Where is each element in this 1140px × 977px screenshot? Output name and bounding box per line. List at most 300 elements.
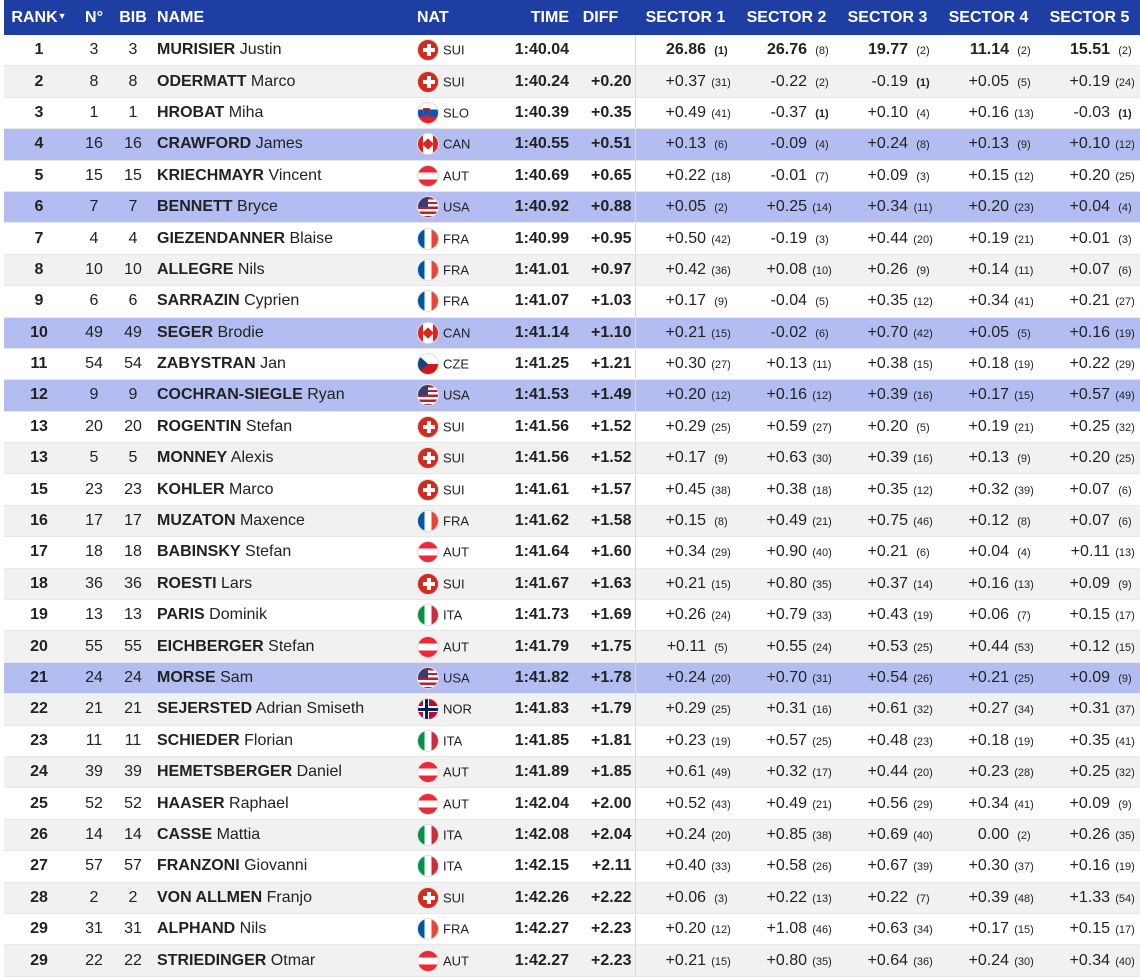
bib-value: 7 [128,198,138,216]
sector-3-cell [837,35,938,66]
sector-3-value: +0.20 [867,417,908,435]
athlete-surname[interactable]: HEMETSBERGER [157,763,293,781]
number-value: 36 [85,574,103,592]
sector-5-rank: (9) [1118,578,1132,591]
sector-1-rank: (18) [711,170,731,183]
number-cell [74,191,114,222]
athlete-surname[interactable]: BENNETT [157,198,233,216]
sector-5-cell [1039,254,1140,285]
sector-2-value: +0.49 [766,512,807,530]
athlete-name-cell [152,348,417,379]
diff-cell [569,600,635,631]
time-cell [497,129,569,160]
sector-1-cell [635,380,736,411]
athlete-surname[interactable]: PARIS [157,606,205,624]
sector-3-value: +0.44 [867,229,908,247]
time-cell [497,443,569,474]
time-value: 1:41.61 [514,480,569,498]
table-row[interactable] [4,945,1140,976]
athlete-firstname[interactable]: Adrian Smiseth [255,700,365,718]
athlete-surname[interactable]: SCHIEDER [157,731,240,749]
sector-3-cell [837,191,938,222]
sector-1-cell [635,254,736,285]
athlete-surname[interactable]: MUZATON [157,512,236,530]
time-value: 1:41.89 [514,763,569,781]
rank-cell [4,694,74,725]
athlete-firstname[interactable]: Dominik [209,606,267,624]
athlete-surname[interactable]: MONNEY [157,449,228,467]
sector-5-value: +0.12 [1069,637,1110,655]
bib-value: 17 [124,512,142,530]
sector-2-cell [736,254,837,285]
table-row[interactable] [4,348,1140,379]
diff-cell [569,66,635,97]
nation-code: ITA [443,733,463,749]
bib-value: 10 [124,260,142,278]
athlete-firstname[interactable]: Jan [260,355,286,373]
athlete-surname[interactable]: MURISIER [157,41,236,59]
athlete-firstname[interactable]: Marco [250,72,296,90]
bib-value: 14 [124,825,142,843]
athlete-surname[interactable]: EICHBERGER [157,637,264,655]
flag-fra-icon [417,918,439,940]
diff-cell [569,631,635,662]
athlete-firstname[interactable]: Franjo [266,888,312,906]
sector-5-column-header[interactable] [1039,0,1140,35]
sector-5-value: +0.07 [1069,480,1110,498]
sector-1-cell [635,191,736,222]
sector-5-rank: (13) [1115,547,1135,560]
athlete-name-cell [152,411,417,442]
sector-3-value: +0.38 [867,355,908,373]
diff-cell [569,443,635,474]
sector-4-cell [938,945,1039,976]
sector-2-rank: (26) [812,861,832,874]
athlete-surname[interactable]: SEGER [157,323,214,341]
sector-3-rank: (19) [913,610,933,623]
table-row[interactable] [4,129,1140,160]
sector-1-cell [635,882,736,913]
nation-code: ITA [443,827,463,843]
athlete-firstname[interactable]: Vincent [268,166,322,184]
rank-value: 26 [30,825,48,843]
athlete-surname[interactable]: STRIEDINGER [157,951,267,969]
sector-1-cell [635,129,736,160]
athlete-surname[interactable]: SARRAZIN [157,292,240,310]
sector-1-rank: (15) [711,955,731,968]
athlete-firstname[interactable]: Cyprien [244,292,300,310]
rank-value: 10 [30,323,48,341]
sector-5-cell [1039,66,1140,97]
sector-4-rank: (39) [1014,484,1034,497]
number-value: 7 [89,198,99,216]
sector-1-cell [635,223,736,254]
table-row[interactable] [4,725,1140,756]
nation-code: ITA [443,607,463,623]
time-cell [497,160,569,191]
time-cell [497,97,569,128]
sector-3-rank: (15) [913,359,933,372]
athlete-surname[interactable]: VON ALLMEN [157,888,263,906]
nation-cell [417,819,497,850]
sector-1-value: +0.40 [665,857,706,875]
athlete-surname[interactable]: MORSE [157,669,216,686]
athlete-firstname[interactable]: Blaise [289,229,334,247]
rank-cell [4,191,74,222]
diff-cell [569,882,635,913]
sector-4-rank: (41) [1014,798,1034,811]
athlete-surname[interactable]: ZABYSTRAN [157,355,256,373]
sector-5-cell [1039,725,1140,756]
bib-column-header[interactable] [114,0,152,35]
sector-5-value: +0.26 [1069,825,1110,843]
number-cell [74,348,114,379]
diff-column-header[interactable] [569,0,635,35]
sector-1-cell [635,317,736,348]
athlete-surname[interactable]: GIEZENDANNER [157,229,286,247]
athlete-firstname[interactable]: Stefan [268,637,315,655]
sector-5-rank: (6) [1118,484,1132,497]
table-row[interactable] [4,66,1140,97]
sector-1-column-header[interactable] [635,0,736,35]
athlete-firstname[interactable]: Otmar [270,951,316,969]
nation-code: USA [443,199,470,215]
table-row[interactable] [4,380,1140,411]
table-row[interactable] [4,160,1140,191]
table-row[interactable] [4,286,1140,317]
diff-cell [569,317,635,348]
sector-2-value: -0.04 [770,292,807,310]
athlete-firstname[interactable]: Lars [221,574,253,592]
diff-cell [569,694,635,725]
athlete-firstname[interactable]: Florian [244,731,294,749]
sector-1-rank: (31) [711,76,731,89]
athlete-firstname[interactable]: Sam [220,669,254,686]
number-cell [74,756,114,787]
sector-1-value: +0.21 [665,951,706,969]
sector-2-rank: (12) [812,390,832,403]
athlete-surname[interactable]: ROESTI [157,574,217,592]
sector-3-value: +0.21 [867,543,908,561]
sector-2-cell [736,694,837,725]
bib-value: 21 [124,700,142,718]
sector-4-value: +0.19 [968,417,1009,435]
sector-5-value: +0.15 [1069,920,1110,938]
athlete-firstname[interactable]: Mattia [216,825,261,843]
athlete-surname[interactable]: ODERMATT [157,72,247,90]
sector-1-value: +0.52 [665,794,706,812]
athlete-firstname[interactable]: James [255,135,303,153]
table-row[interactable] [4,474,1140,505]
sector-5-cell [1039,505,1140,536]
sector-5-value: +0.25 [1069,417,1110,435]
time-column-header[interactable] [497,0,569,35]
sector-3-cell [837,882,938,913]
sector-5-value: +0.10 [1069,135,1110,153]
time-value: 1:40.39 [514,103,569,121]
flag-aut-icon [417,541,439,563]
sector-3-rank: (3) [916,170,930,183]
sector-2-rank: (27) [812,421,832,434]
diff-value: +1.57 [591,480,632,498]
rank-column-header[interactable] [4,0,74,35]
sector-5-header-label: SECTOR 5 [1049,8,1130,26]
sector-2-rank: (40) [812,547,832,560]
sector-3-rank: (20) [913,233,933,246]
athlete-firstname[interactable]: Giovanni [244,857,308,875]
table-row[interactable] [4,505,1140,536]
sector-5-value: +0.07 [1069,512,1110,530]
rank-cell [4,286,74,317]
sector-4-cell [938,191,1039,222]
sector-4-cell [938,254,1039,285]
name-column-header[interactable] [152,0,417,35]
athlete-surname[interactable]: SEJERSTED [157,700,253,718]
sector-5-rank: (12) [1115,139,1135,152]
table-row[interactable] [4,317,1140,348]
sector-2-rank: (21) [812,516,832,529]
sector-1-rank: (43) [711,798,731,811]
diff-value: +1.60 [591,543,632,561]
sector-3-column-header[interactable] [837,0,938,35]
time-cell [497,348,569,379]
number-value: 57 [85,857,103,875]
sector-3-cell [837,97,938,128]
nation-column-header[interactable] [417,0,497,35]
athlete-name-cell [152,160,417,191]
table-row[interactable] [4,537,1140,568]
sector-4-value: +0.13 [968,135,1009,153]
rank-value: 15 [30,480,48,498]
athlete-name-cell [152,756,417,787]
sector-1-rank: (9) [714,453,728,466]
athlete-surname[interactable]: CRAWFORD [157,135,252,153]
diff-value: +1.10 [591,323,632,341]
sector-4-rank: (37) [1014,861,1034,874]
athlete-firstname[interactable]: Brodie [217,323,264,341]
table-row[interactable] [4,913,1140,944]
sector-2-cell [736,662,837,693]
sector-4-column-header[interactable] [938,0,1039,35]
diff-cell [569,223,635,254]
rank-value: 24 [30,763,48,781]
flag-aut-icon [417,165,439,187]
athlete-name-cell [152,254,417,285]
bib-value: 13 [124,606,142,624]
sector-5-value: +0.20 [1069,449,1110,467]
athlete-firstname[interactable]: Justin [239,41,282,59]
time-cell [497,411,569,442]
bib-cell [114,254,152,285]
table-row[interactable] [4,851,1140,882]
sector-4-cell [938,913,1039,944]
sector-4-value: +0.05 [968,72,1009,90]
athlete-firstname[interactable]: Marco [229,480,274,498]
sector-1-value: +0.24 [665,669,706,686]
athlete-firstname[interactable]: Daniel [296,763,342,781]
sector-1-cell [635,97,736,128]
nation-code: FRA [443,513,469,529]
athlete-firstname[interactable]: Stefan [245,417,293,435]
diff-cell [569,254,635,285]
athlete-firstname[interactable]: Ryan [307,386,345,404]
table-row[interactable] [4,35,1140,66]
sector-1-rank: (3) [714,892,728,905]
sector-2-rank: (14) [812,202,832,215]
diff-value: +1.21 [591,355,632,373]
number-cell [74,631,114,662]
table-row[interactable] [4,631,1140,662]
number-column-header[interactable] [74,0,114,35]
athlete-firstname[interactable]: Stefan [245,543,292,561]
flag-ita-icon [417,604,439,626]
sector-1-rank: (15) [711,578,731,591]
sector-5-cell [1039,129,1140,160]
table-row[interactable] [4,662,1140,693]
sector-5-rank: (40) [1115,955,1135,968]
nation-code: SUI [443,450,465,466]
sector-2-column-header[interactable] [736,0,837,35]
sector-2-cell [736,286,837,317]
bib-value: 39 [124,763,142,781]
athlete-surname[interactable]: ALPHAND [157,920,236,938]
athlete-firstname[interactable]: Nils [239,920,267,938]
table-row[interactable] [4,756,1140,787]
sector-5-value: +0.16 [1069,857,1110,875]
bib-value: 20 [124,417,142,435]
bib-cell [114,945,152,976]
table-row[interactable] [4,411,1140,442]
sector-3-cell [837,254,938,285]
athlete-surname[interactable]: HAASER [157,794,225,812]
sector-2-rank: (35) [812,578,832,591]
bib-cell [114,505,152,536]
athlete-surname[interactable]: ALLEGRE [157,260,234,278]
athlete-firstname[interactable]: Alexis [230,449,274,467]
bib-cell [114,694,152,725]
table-row[interactable] [4,788,1140,819]
sector-5-cell [1039,348,1140,379]
time-value: 1:41.01 [514,260,569,278]
athlete-firstname[interactable]: Raphael [229,794,289,812]
sector-1-value: +0.29 [665,700,706,718]
athlete-surname[interactable]: CASSE [157,825,213,843]
number-value: 20 [85,417,103,435]
athlete-name-cell [152,223,417,254]
nation-code: SUI [443,419,465,435]
sector-4-cell [938,756,1039,787]
diff-value: +2.11 [591,857,632,875]
number-value: 21 [85,700,103,718]
sector-3-cell [837,348,938,379]
table-row[interactable] [4,819,1140,850]
table-row[interactable] [4,694,1140,725]
sector-3-rank: (5) [916,421,930,434]
number-cell [74,882,114,913]
sector-2-rank: (1) [815,107,829,120]
bib-value: 3 [128,41,138,59]
athlete-surname[interactable]: FRANZONI [157,857,240,875]
sector-3-value: +0.26 [867,260,908,278]
sector-3-rank: (20) [913,767,933,780]
sector-3-value: +0.61 [867,700,908,718]
athlete-surname[interactable]: HROBAT [157,103,225,121]
flag-ita-icon [417,824,439,846]
time-cell [497,600,569,631]
sector-5-value: +0.15 [1069,606,1110,624]
table-row[interactable] [4,882,1140,913]
rank-value: 28 [30,888,48,906]
flag-sui-icon [417,447,439,469]
rank-cell [4,851,74,882]
athlete-name-cell [152,317,417,348]
athlete-firstname[interactable]: Nils [237,260,265,278]
sector-5-rank: (54) [1115,892,1135,905]
athlete-firstname[interactable]: Miha [228,103,264,121]
sector-2-rank: (13) [812,892,832,905]
bib-value: 52 [124,794,142,812]
table-row[interactable] [4,600,1140,631]
results-table-container [4,0,1135,977]
athlete-surname[interactable]: BABINSKY [157,543,241,561]
bib-cell [114,568,152,599]
sector-2-value: +0.32 [766,763,807,781]
sector-1-value: +0.17 [665,292,706,310]
sector-1-value: +0.15 [665,512,706,530]
sector-1-value: +0.06 [665,888,706,906]
table-row[interactable] [4,568,1140,599]
diff-cell [569,129,635,160]
nation-cell [417,505,497,536]
athlete-surname[interactable]: KRIECHMAYR [157,166,264,184]
time-value: 1:42.27 [514,920,569,938]
athlete-firstname[interactable]: Maxence [239,512,305,530]
sector-1-cell [635,160,736,191]
sector-4-value: 0.00 [977,825,1009,843]
athlete-surname[interactable]: ROGENTIN [157,417,242,435]
number-cell [74,35,114,66]
sector-4-value: +0.15 [968,166,1009,184]
number-cell [74,97,114,128]
rank-value: 8 [34,260,44,278]
athlete-surname[interactable]: KOHLER [157,480,225,498]
diff-cell [569,851,635,882]
number-cell [74,129,114,160]
sector-5-rank: (3) [1118,233,1132,246]
diff-cell [569,35,635,66]
table-row[interactable] [4,97,1140,128]
table-row[interactable] [4,254,1140,285]
sector-1-cell [635,537,736,568]
time-value: 1:41.83 [514,700,569,718]
rank-cell [4,317,74,348]
nation-cell [417,725,497,756]
table-row[interactable] [4,443,1140,474]
table-row[interactable] [4,191,1140,222]
table-row[interactable] [4,223,1140,254]
sector-1-value: +0.26 [665,606,706,624]
sector-3-rank: (7) [916,892,930,905]
nation-cell [417,913,497,944]
athlete-firstname[interactable]: Bryce [237,198,278,216]
athlete-surname[interactable]: COCHRAN-SIEGLE [157,386,303,404]
flag-sui-icon [417,479,439,501]
sector-3-value: +0.75 [867,512,908,530]
number-cell [74,600,114,631]
number-value: 11 [85,731,103,749]
number-value: 18 [85,543,103,561]
number-value: 6 [89,292,99,310]
